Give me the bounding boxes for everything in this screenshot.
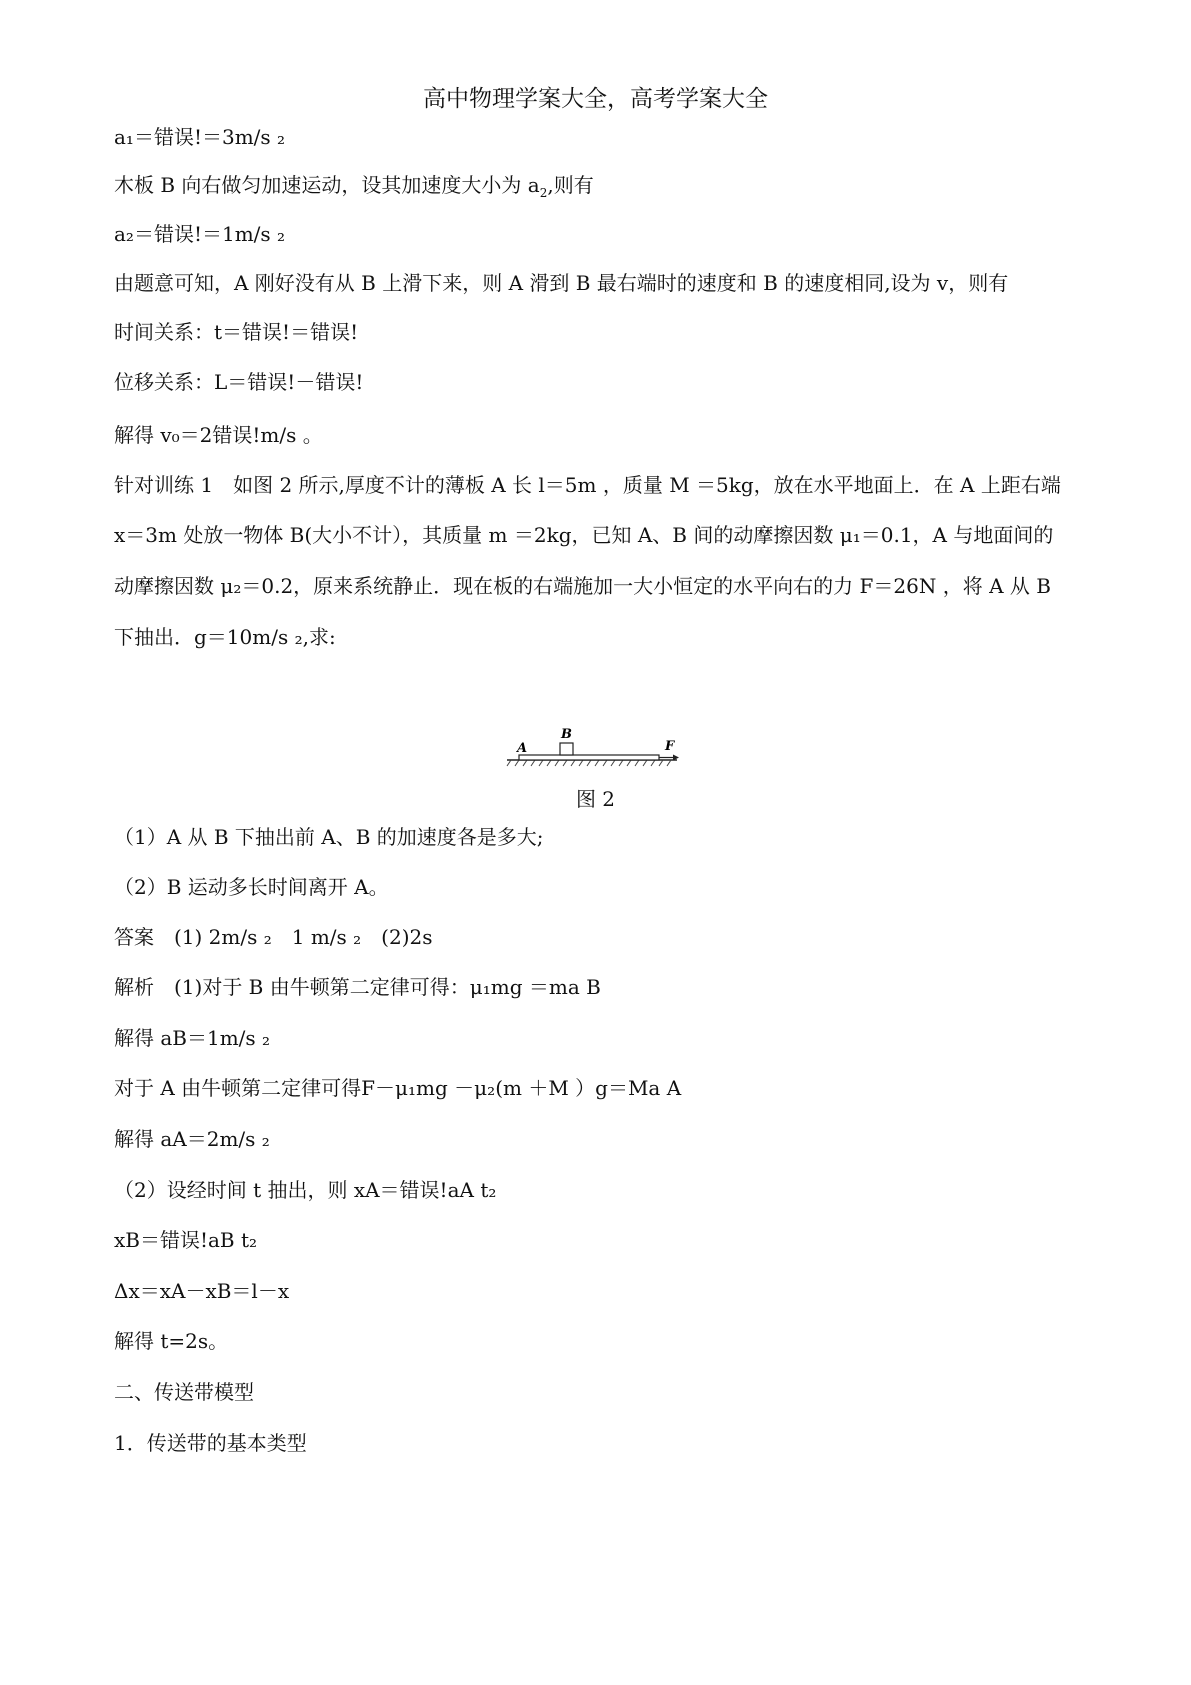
subscript: 2 (539, 186, 548, 200)
text-line: a₂＝错误!＝1m/s ₂ (114, 222, 286, 246)
text-segment: ,则有 (547, 173, 594, 197)
problem-line: 动摩擦因数 μ₂＝0.2，原来系统静止．现在板的右端施加一大小恒定的水平向右的力 F＝26N ，将 A 从 B (114, 574, 1051, 598)
solution-line: （2）设经时间 t 抽出，则 xA＝错误!aA t₂ (114, 1178, 497, 1202)
label-a: A (517, 741, 528, 756)
problem-line: 下抽出．g＝10m/s ₂,求: (114, 625, 336, 649)
problem-line: 针对训练 1 如图 2 所示,厚度不计的薄板 A 长 l＝5m ，质量 M ＝5kg，放在水平地面上．在 A 上距右端 (114, 473, 1061, 497)
problem-line: x＝3m 处放一物体 B(大小不计），其质量 m ＝2kg，已知 A、B 间的动摩擦因数 μ₁＝0.1，A 与地面间的 (114, 523, 1054, 547)
text-line: 由题意可知，A 刚好没有从 B 上滑下来，则 A 滑到 B 最右端时的速度和 B 的速度相同,设为 v，则有 (114, 271, 1009, 295)
solution-line: 解得 t=2s。 (114, 1329, 229, 1353)
answer-line: 答案 (1) 2m/s ₂ 1 m/s ₂ (2)2s (114, 925, 433, 949)
label-b: B (561, 727, 572, 742)
question-line: （1）A 从 B 下抽出前 A、B 的加速度各是多大; (114, 825, 544, 849)
solution-line: Δx＝xA－xB＝l－x (114, 1279, 290, 1303)
section-heading: 二、传送带模型 (114, 1380, 254, 1404)
solution-line: xB＝错误!aB t₂ (114, 1228, 258, 1252)
solution-line: 解得 aA＝2m/s ₂ (114, 1127, 270, 1151)
text-segment: 木板 B 向右做匀加速运动，设其加速度大小为 a (114, 173, 540, 197)
text-line (114, 170, 1094, 200)
page-title: 高中物理学案大全，高考学案大全 (423, 86, 768, 112)
text-line: 时间关系：t＝错误!＝错误! (114, 320, 359, 344)
subsection-heading: 1．传送带的基本类型 (114, 1431, 307, 1455)
text-line: 解得 v₀＝2错误!m/s 。 (114, 423, 323, 447)
question-line: （2）B 运动多长时间离开 A。 (114, 875, 389, 899)
solution-line: 解析 (1)对于 B 由牛顿第二定律可得：μ₁mg ＝ma B (114, 975, 601, 999)
ground-hatching (507, 760, 671, 766)
solution-line: 对于 A 由牛顿第二定律可得F－μ₁mg －μ₂(m ＋M ）g＝Ma A (114, 1076, 682, 1100)
label-f: F (665, 739, 675, 754)
board-a (519, 755, 659, 760)
solution-line: 解得 aB＝1m/s ₂ (114, 1026, 271, 1050)
board-block-diagram (505, 720, 685, 772)
figure-caption: 图 2 (575, 787, 616, 811)
text-line: a₁＝错误!＝3m/s ₂ (114, 125, 286, 149)
block-b (560, 743, 573, 755)
text-line: 位移关系：L＝错误!－错误! (114, 370, 364, 394)
